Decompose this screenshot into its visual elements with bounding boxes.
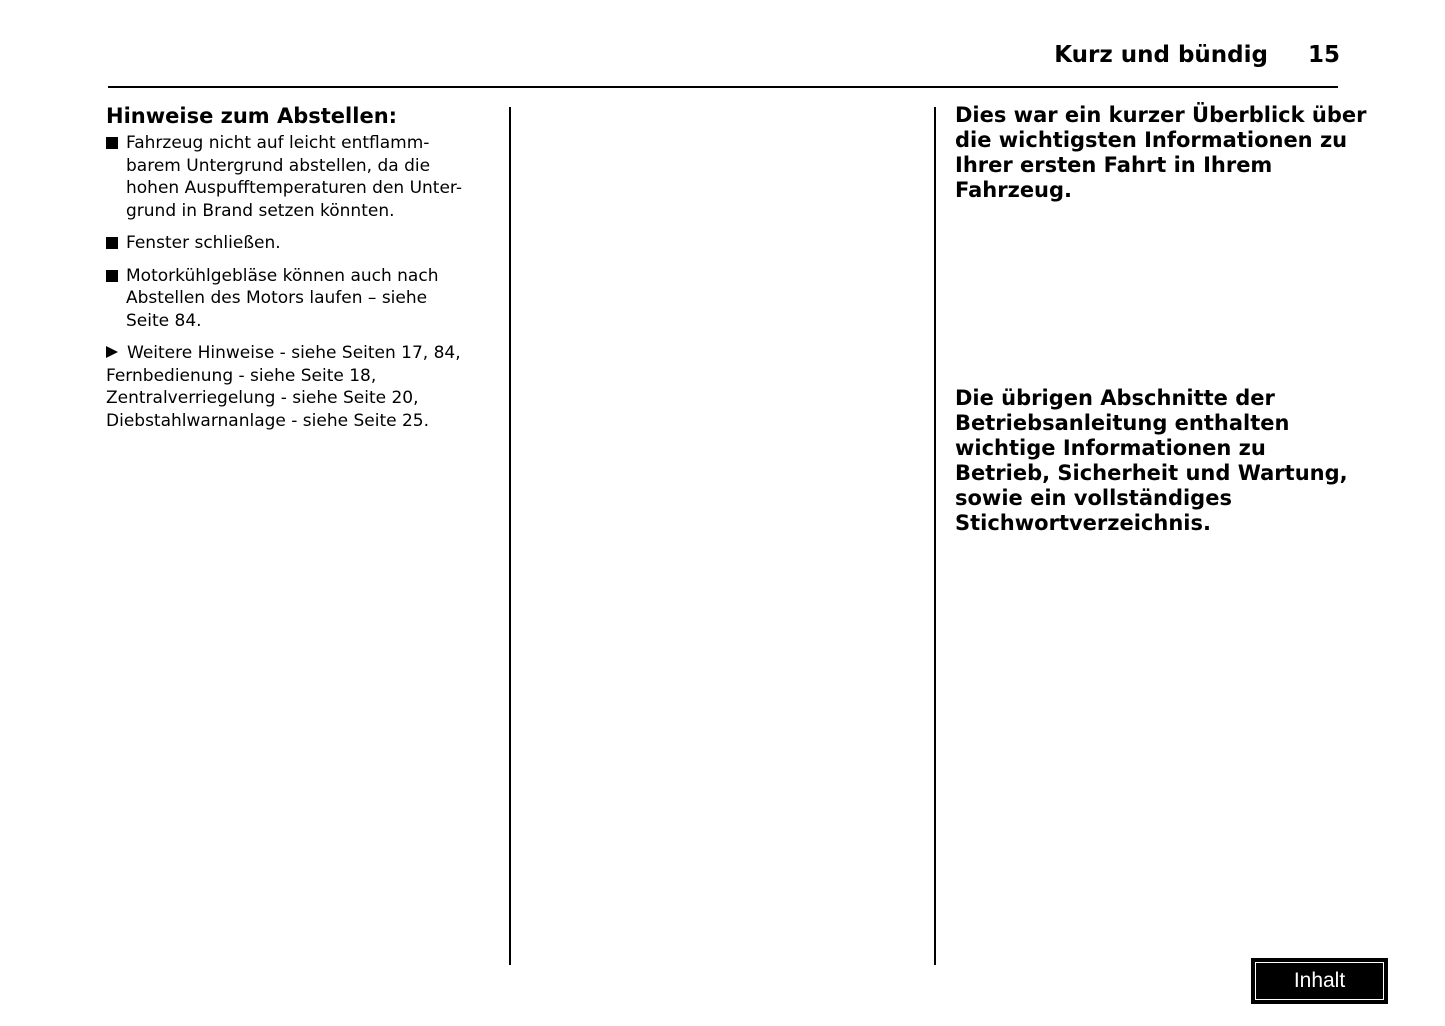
cross-references xyxy=(106,342,502,432)
intro-paragraph xyxy=(955,103,1367,203)
column-divider-left xyxy=(509,107,511,965)
list-item-text xyxy=(126,132,502,222)
chapter-title: Kurz und bündig xyxy=(1054,42,1268,68)
reference-line: Zentralverriegelung - siehe Seite 20, xyxy=(106,388,419,408)
text-line: barem Untergrund abstellen, da die xyxy=(126,155,431,176)
bullet-list xyxy=(106,132,502,332)
square-bullet-icon xyxy=(106,137,118,149)
list-item-text xyxy=(126,232,502,255)
text-line: Betriebsanleitung enthalten xyxy=(955,411,1290,435)
right-column-intro xyxy=(955,103,1367,203)
text-line: Fahrzeug nicht auf leicht entflamm- xyxy=(126,133,430,153)
square-bullet-icon xyxy=(106,270,118,282)
list-item-text xyxy=(126,265,502,333)
reference-line xyxy=(106,342,502,365)
text-line: grund in Brand setzen könnten. xyxy=(126,200,395,221)
reference-line: Fernbedienung - siehe Seite 18, xyxy=(106,365,377,386)
list-item xyxy=(106,232,502,255)
outro-paragraph xyxy=(955,386,1355,536)
text-line: Die übrigen Abschnitte der xyxy=(955,386,1275,410)
text-line: wichtige Informationen zu xyxy=(955,436,1266,460)
text-line: Fenster schließen. xyxy=(126,233,281,253)
text-line: sowie ein vollständiges xyxy=(955,486,1232,510)
section-heading: Hinweise zum Abstellen: xyxy=(106,104,398,128)
text-line: Betrieb, Sicherheit und Wartung, xyxy=(955,461,1348,485)
square-bullet-icon xyxy=(106,237,118,249)
text-line: Seite 84. xyxy=(126,310,202,331)
text-line: hohen Auspufftemperaturen den Unter- xyxy=(126,178,462,198)
left-column xyxy=(106,103,502,432)
text-line: Dies war ein kurzer Überblick über xyxy=(955,103,1367,127)
list-item xyxy=(106,132,502,222)
column-divider-right xyxy=(934,107,936,965)
text-line: die wichtigsten Informationen zu xyxy=(955,128,1348,152)
text-line: Abstellen des Motors laufen – siehe xyxy=(126,288,428,308)
text-line: Motorkühlgebläse können auch nach xyxy=(126,265,439,286)
header-divider xyxy=(108,86,1338,88)
text-line: Stichwortverzeichnis. xyxy=(955,511,1211,535)
list-item xyxy=(106,265,502,333)
inhalt-button[interactable]: Inhalt xyxy=(1251,958,1388,1004)
right-column-outro xyxy=(955,386,1355,536)
text-line: Ihrer ersten Fahrt in Ihrem xyxy=(955,153,1273,177)
triangle-arrow-icon xyxy=(106,346,118,358)
text-line: Fahrzeug. xyxy=(955,178,1073,202)
reference-text: Weitere Hinweise - siehe Seiten 17, 84, xyxy=(127,343,461,363)
page-number: 15 xyxy=(1307,42,1340,68)
reference-line: Diebstahlwarnanlage - siehe Seite 25. xyxy=(106,410,430,431)
